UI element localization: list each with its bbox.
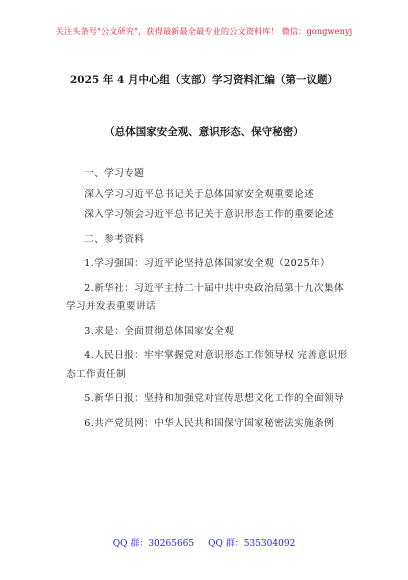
study-topic-item: 深入学习领会习近平总书记关于意识形态工作的重要论述 — [84, 209, 335, 220]
header-note: 关注头条号"公文研究"，获得最新最全最专业的公文资料库！ 微信：gongwenyj — [55, 26, 353, 36]
document-title: 2025 年 4 月中心组（支部）学习资料汇编（第一议题） — [70, 74, 338, 86]
reference-item: 6.共产党员网：中华人民共和国保守国家秘密法实施条例 — [84, 417, 335, 429]
reference-item: 2.新华社：习近平主持二十届中共中央政治局第十九次集体学习并发表重要讲话 — [66, 282, 345, 312]
study-topic-item: 深入学习习近平总书记关于总体国家安全观重要论述 — [84, 188, 315, 200]
section-heading-study-topics: 一、学习专题 — [84, 168, 145, 179]
section-heading-references: 二、参考资料 — [84, 233, 145, 245]
reference-item: 5.新华日报：坚持和加强党对宣传思想文化工作的全面领导 — [84, 393, 345, 404]
reference-item: 4.人民日报：牢牢掌握党对意识形态工作领导权 完善意识形态工作责任制 — [66, 350, 348, 380]
document-body — [66, 165, 352, 439]
footer-qq-group-1: QQ 群：30265665 — [112, 539, 195, 549]
footer-contact — [0, 536, 408, 549]
reference-item: 3.求是：全面贯彻总体国家安全观 — [84, 325, 235, 337]
footer-qq-group-2: QQ 群：535304092 — [208, 539, 296, 549]
document-subtitle: （总体国家安全观、意识形态、保守秘密） — [104, 126, 304, 138]
reference-item: 1.学习强国：习近平论坚持总体国家安全观（2025年） — [84, 258, 331, 269]
